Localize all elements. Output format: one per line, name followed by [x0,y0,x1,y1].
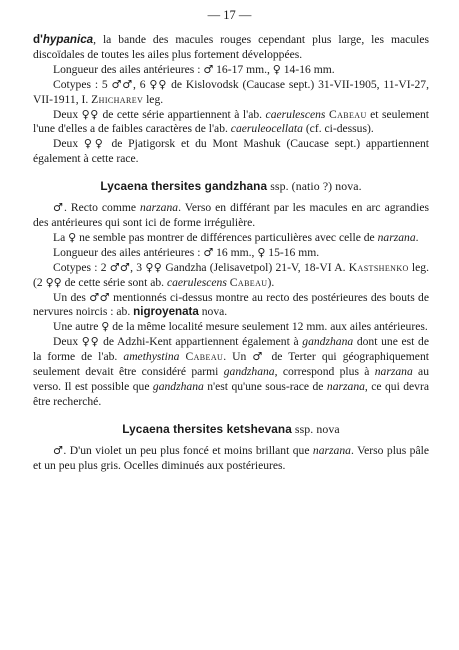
text-run: Longueur des ailes antérieures : [53,245,204,259]
paragraph [33,291,429,321]
text-run: mentionnés ci-dessus montre au recto des postérieures des bouts de nervures noircis : ab. [33,290,429,319]
text-run: Deux [53,335,82,349]
text-run: Deux [53,107,82,121]
text-run: (cf. ci-dessus). [302,122,374,136]
text-run: de la même localité mesure seulement 12 mm. aux ailes antérieures. [109,320,428,334]
text-run: . Recto comme [63,201,141,215]
text-run: , 3 [130,260,146,274]
text-run: de Terter qui géographiquement seulement devait être considéré parmi [33,350,429,379]
sex-symbol: ♂ [53,443,64,457]
bold-italic-text: hypanica [42,33,94,46]
text-run: 15-16 mm. [265,245,320,259]
text-run: ). [267,275,275,289]
text-run: Un des [53,290,90,304]
text-run: , correspond plus à [274,365,375,379]
smallcaps-name: Cabeau [328,107,367,121]
sex-symbol: ♀ [257,245,266,259]
text-run: Lycaena thersites ketshevana [122,421,292,436]
paragraph [33,63,429,78]
smallcaps-name: Cabeau [229,275,268,289]
smallcaps-name: Zhicharev [91,92,144,106]
italic-text: caerulescens [265,107,326,121]
smallcaps-name: Kastshenko [348,260,409,274]
italic-text: narzana [140,201,179,215]
heading-qualifier: ssp. (natio ?) nova. [267,179,362,194]
italic-text: caerulescens [166,275,227,289]
text-run: 16 mm., [213,245,258,259]
text-run: . Verso plus pâle et un peu plus gris. Ocelles diminués aux postérieures. [33,443,429,472]
smallcaps-name: Cabeau [185,350,224,364]
sex-symbol: ♀♀ [81,335,100,349]
text-run: Longueur des ailes antérieures : [53,62,204,76]
paragraph [33,320,429,335]
paragraph [33,335,429,410]
heading-qualifier: ssp. nova [291,421,340,436]
italic-text: amethystina [123,350,180,364]
text-run: Deux [53,137,84,151]
text-run: Gandzha (Jelisavetpol) 21-V, 18-VI A. [162,260,349,274]
section-heading [33,179,429,194]
paragraph [33,108,429,138]
sex-symbol: ♀ [101,320,110,334]
text-run: de Adzhi-Kent appartiennent également à [99,335,303,349]
bold-text: d' [33,33,43,46]
paragraph [33,33,429,63]
paragraph [33,201,429,231]
bold-text: nigroyenata [133,305,199,319]
text-run: . D'un violet un peu plus foncé et moins brillant que [63,443,313,457]
text-run: de Kislovodsk (Caucase sept.) 31-VII-1905, 11-VI-27, VII-1911, I. [33,77,429,106]
sex-symbol: ♀ [272,62,281,76]
text-run: , 6 [133,77,150,91]
sex-symbol: ♀♀ [149,77,168,91]
paragraph [33,137,429,167]
sex-symbol: ♀ [68,230,77,244]
italic-text: narzana [374,365,413,379]
sex-symbol: ♂♂ [89,290,110,304]
page-number: — 17 — [207,8,252,22]
text-run: dont une est de la forme de l'ab. [33,335,429,364]
italic-text: narzana [312,443,351,457]
italic-text: gandzhana [223,365,275,379]
text-run: 16-17 mm., [213,62,273,76]
italic-text: gandzhana [302,335,354,349]
text-run: . Un [223,350,253,364]
italic-text: caeruleocellata [230,122,303,136]
text-run: de cette série appartiennent à l'ab. [98,107,266,121]
text-run: , ce qui devra être recherché. [33,379,429,408]
text-run: Une autre [53,320,102,334]
text-run: ne semble pas montrer de différences particulières avec celle de [76,230,378,244]
sex-symbol: ♂ [252,350,266,364]
sex-symbol: ♂♂ [111,77,134,91]
paragraph [33,246,429,261]
text-run: au verso. Il est possible que [33,365,430,393]
text-run: de Pjatigorsk et du Mont Mashuk (Caucase sept.) appartiennent également à cette race. [33,137,429,166]
italic-text: gandzhana [152,379,204,393]
text-run: leg. (2 [33,260,429,289]
text-run: . [415,230,419,244]
text-run: Cotypes : 5 [53,77,112,91]
sex-symbol: ♂ [53,201,64,215]
sex-symbol: ♂ [203,62,214,76]
sex-symbol: ♀♀ [81,107,99,121]
text-run: n'est qu'une sous-race de [203,379,327,393]
sex-symbol: ♀♀ [145,260,163,274]
text-run: de cette série sont ab. [61,275,167,289]
text-run: 14-16 mm. [280,62,335,76]
sex-symbol: ♀♀ [83,137,106,151]
italic-text: narzana [326,379,365,393]
paragraph [33,261,429,291]
text-run: , la bande des macules rouges cependant plus large, les macules discoïdales de toutes les ailes plus fortement développées. [33,33,429,61]
italic-text: narzana [377,230,416,244]
document-body [33,33,429,473]
sex-symbol: ♂ [203,245,214,259]
sex-symbol: ♀♀ [45,275,62,289]
text-run: Cotypes : 2 [53,260,110,274]
sex-symbol: ♂♂ [109,260,131,274]
paragraph [33,231,429,246]
text-run: nova. [198,305,228,319]
paragraph [33,78,429,108]
section-heading [33,422,429,437]
text-run: et seulement l'une d'elles a de faibles caractères de l'ab. [33,107,430,136]
paragraph [33,444,429,474]
text-run: leg. [143,92,164,106]
text-run: . Verso en différant par les macules en arc agrandies des antérieures qui sont ici de forme irrégulière. [33,201,429,229]
text-run: Lycaena thersites gandzhana [100,179,268,194]
text-run: La [53,230,69,244]
